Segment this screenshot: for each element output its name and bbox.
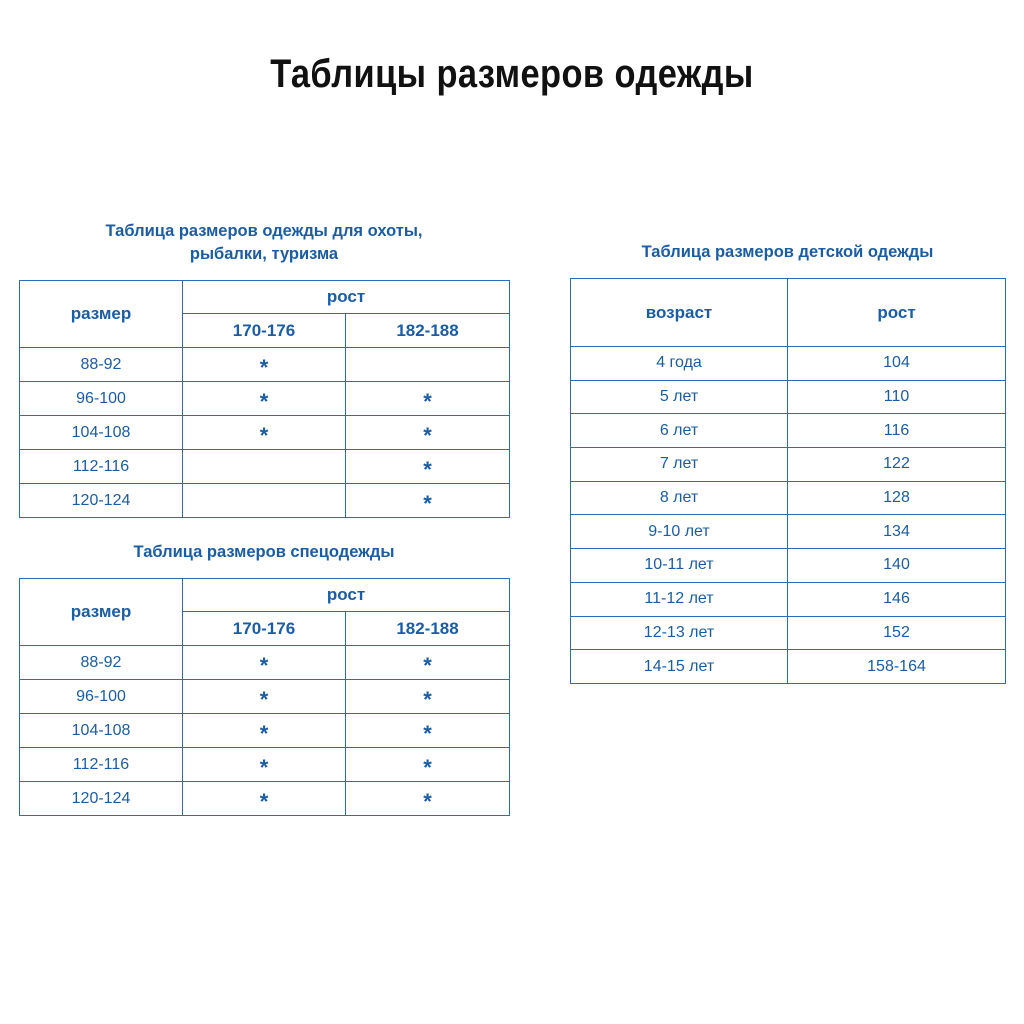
workwear-table-body bbox=[20, 646, 510, 816]
header-age: возраст bbox=[571, 279, 788, 347]
height-cell: 158-164 bbox=[788, 650, 1006, 684]
table-row bbox=[571, 616, 1006, 650]
table-row bbox=[20, 748, 510, 782]
height-cell: 104 bbox=[788, 347, 1006, 381]
workwear-table-title: Таблица размеров спецодежды bbox=[133, 543, 395, 561]
height-182-188-cell bbox=[346, 748, 510, 782]
hunting-table-body bbox=[20, 348, 510, 518]
height-170-176-cell bbox=[183, 382, 346, 416]
height-170-176-cell bbox=[183, 416, 346, 450]
availability-mark: * bbox=[423, 423, 432, 448]
workwear-size-table bbox=[19, 578, 510, 816]
size-cell: 112-116 bbox=[20, 450, 183, 484]
availability-mark: * bbox=[259, 687, 269, 712]
height-170-176-cell bbox=[183, 450, 346, 484]
table-row bbox=[20, 416, 510, 450]
page-title: Таблицы размеров одежды bbox=[270, 52, 754, 96]
hunting-table-title-line1: Таблица размеров одежды для охоты, bbox=[105, 222, 423, 240]
height-170-176-cell bbox=[183, 348, 346, 382]
size-cell: 88-92 bbox=[20, 646, 183, 680]
height-170-176-cell bbox=[183, 748, 346, 782]
header-height-range-1: 170-176 bbox=[183, 612, 346, 646]
availability-mark: * bbox=[259, 755, 269, 780]
size-cell: 104-108 bbox=[20, 714, 183, 748]
table-row bbox=[571, 448, 1006, 482]
header-size: размер bbox=[20, 579, 183, 646]
availability-mark: * bbox=[259, 789, 269, 814]
header-height: рост bbox=[183, 281, 510, 314]
height-cell: 152 bbox=[788, 616, 1006, 650]
height-cell: 122 bbox=[788, 448, 1006, 482]
height-182-188-cell bbox=[346, 382, 510, 416]
height-170-176-cell bbox=[183, 714, 346, 748]
availability-mark: * bbox=[259, 721, 269, 746]
hunting-table-title-line2: рыбалки, туризма bbox=[189, 245, 339, 263]
availability-mark: * bbox=[423, 457, 432, 482]
table-row bbox=[20, 646, 510, 680]
height-170-176-cell bbox=[183, 680, 346, 714]
hunting-table-title bbox=[19, 220, 509, 266]
size-cell: 96-100 bbox=[20, 382, 183, 416]
size-cell: 120-124 bbox=[20, 484, 183, 518]
age-cell: 6 лет bbox=[571, 414, 788, 448]
table-row bbox=[20, 680, 510, 714]
height-182-188-cell bbox=[346, 348, 510, 382]
age-cell: 7 лет bbox=[571, 448, 788, 482]
table-row bbox=[571, 380, 1006, 414]
header-height-range-2: 182-188 bbox=[346, 314, 510, 348]
availability-mark: * bbox=[423, 789, 432, 814]
kids-table-title: Таблица размеров детской одежды bbox=[641, 243, 934, 261]
kids-size-table bbox=[570, 278, 1006, 684]
availability-mark: * bbox=[259, 389, 269, 414]
table-row bbox=[571, 549, 1006, 583]
height-182-188-cell bbox=[346, 646, 510, 680]
availability-mark: * bbox=[423, 755, 432, 780]
age-cell: 9-10 лет bbox=[571, 515, 788, 549]
height-182-188-cell bbox=[346, 416, 510, 450]
table-row bbox=[20, 382, 510, 416]
table-row bbox=[20, 484, 510, 518]
header-height: рост bbox=[788, 279, 1006, 347]
height-170-176-cell bbox=[183, 484, 346, 518]
availability-mark: * bbox=[423, 389, 432, 414]
table-row bbox=[20, 348, 510, 382]
table-row bbox=[571, 650, 1006, 684]
age-cell: 8 лет bbox=[571, 481, 788, 515]
availability-mark: * bbox=[259, 355, 269, 380]
availability-mark: * bbox=[259, 423, 269, 448]
availability-mark: * bbox=[259, 653, 269, 678]
height-cell: 110 bbox=[788, 380, 1006, 414]
kids-table-body bbox=[571, 347, 1006, 684]
availability-mark: * bbox=[423, 721, 432, 746]
table-row bbox=[20, 782, 510, 816]
height-170-176-cell bbox=[183, 782, 346, 816]
size-cell: 104-108 bbox=[20, 416, 183, 450]
height-cell: 146 bbox=[788, 582, 1006, 616]
header-size: размер bbox=[20, 281, 183, 348]
availability-mark: * bbox=[423, 687, 432, 712]
age-cell: 11-12 лет bbox=[571, 582, 788, 616]
table-row bbox=[20, 714, 510, 748]
height-182-188-cell bbox=[346, 484, 510, 518]
height-cell: 140 bbox=[788, 549, 1006, 583]
age-cell: 5 лет bbox=[571, 380, 788, 414]
age-cell: 4 года bbox=[571, 347, 788, 381]
hunting-size-table bbox=[19, 280, 510, 518]
table-row bbox=[571, 481, 1006, 515]
size-cell: 88-92 bbox=[20, 348, 183, 382]
table-row bbox=[571, 515, 1006, 549]
table-row bbox=[571, 347, 1006, 381]
header-height: рост bbox=[183, 579, 510, 612]
table-row bbox=[571, 414, 1006, 448]
age-cell: 12-13 лет bbox=[571, 616, 788, 650]
availability-mark: * bbox=[423, 653, 432, 678]
availability-mark: * bbox=[423, 491, 432, 516]
header-height-range-2: 182-188 bbox=[346, 612, 510, 646]
age-cell: 10-11 лет bbox=[571, 549, 788, 583]
height-cell: 134 bbox=[788, 515, 1006, 549]
height-170-176-cell bbox=[183, 646, 346, 680]
age-cell: 14-15 лет bbox=[571, 650, 788, 684]
table-row bbox=[20, 450, 510, 484]
height-182-188-cell bbox=[346, 680, 510, 714]
table-row bbox=[571, 582, 1006, 616]
height-182-188-cell bbox=[346, 450, 510, 484]
size-cell: 120-124 bbox=[20, 782, 183, 816]
size-cell: 96-100 bbox=[20, 680, 183, 714]
height-182-188-cell bbox=[346, 782, 510, 816]
height-182-188-cell bbox=[346, 714, 510, 748]
height-cell: 128 bbox=[788, 481, 1006, 515]
size-cell: 112-116 bbox=[20, 748, 183, 782]
height-cell: 116 bbox=[788, 414, 1006, 448]
header-height-range-1: 170-176 bbox=[183, 314, 346, 348]
